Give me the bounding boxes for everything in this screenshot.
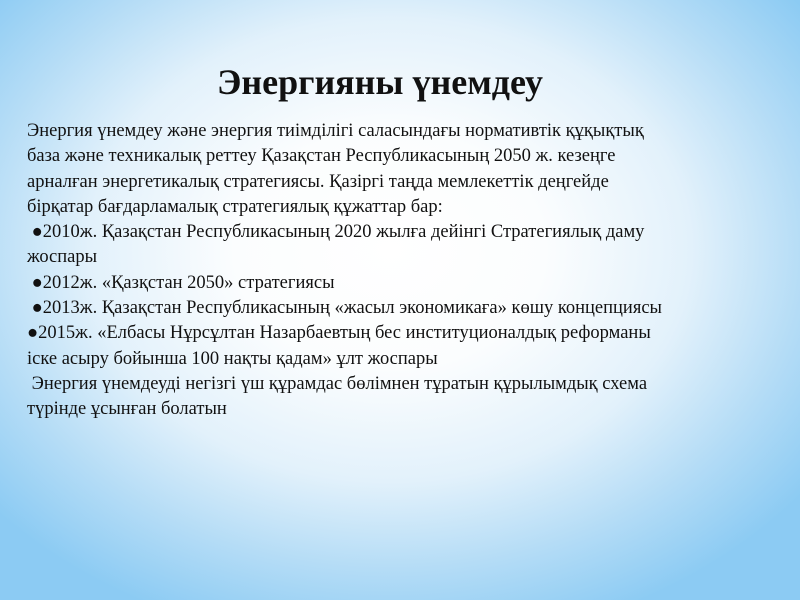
closing-paragraph: Энергия үнемдеуді негізгі үш құрамдас бөлімнен тұратын құрылымдық схема түрінде ұсынған болатын bbox=[27, 373, 652, 420]
intro-paragraph: Энергия үнемдеу және энергия тиімділігі саласындағы нормативтік құқықтық база және техникалық реттеу Қазақстан Республикасының 2050 ж. кезеңге арналған энергетикалық стратегиясы. Қазіргі таңда мемлекеттік деңгейде бірқатар бағдарламалық стратегиялық құжаттар бар: bbox=[27, 121, 644, 217]
bullet-2010: ●2010ж. Қазақстан Республикасының 2020 жылға дейінгі Стратегиялық даму жоспары bbox=[27, 222, 650, 268]
bullet-2012: ●2012ж. «Қазқстан 2050» стратегиясы bbox=[27, 272, 335, 293]
slide-body bbox=[27, 119, 677, 423]
bullet-2013: ●2013ж. Қазақстан Республикасының «жасыл экономикаға» көшу концепциясы bbox=[27, 298, 662, 319]
slide-title: Энергияны үнемдеу bbox=[216, 62, 544, 102]
bullet-2015: ●2015ж. «Елбасы Нұрсұлтан Назарбаевтың бес институционалдық реформаны іске асыру бойынша 100 нақты қадам» ұлт жоспары bbox=[27, 323, 656, 369]
